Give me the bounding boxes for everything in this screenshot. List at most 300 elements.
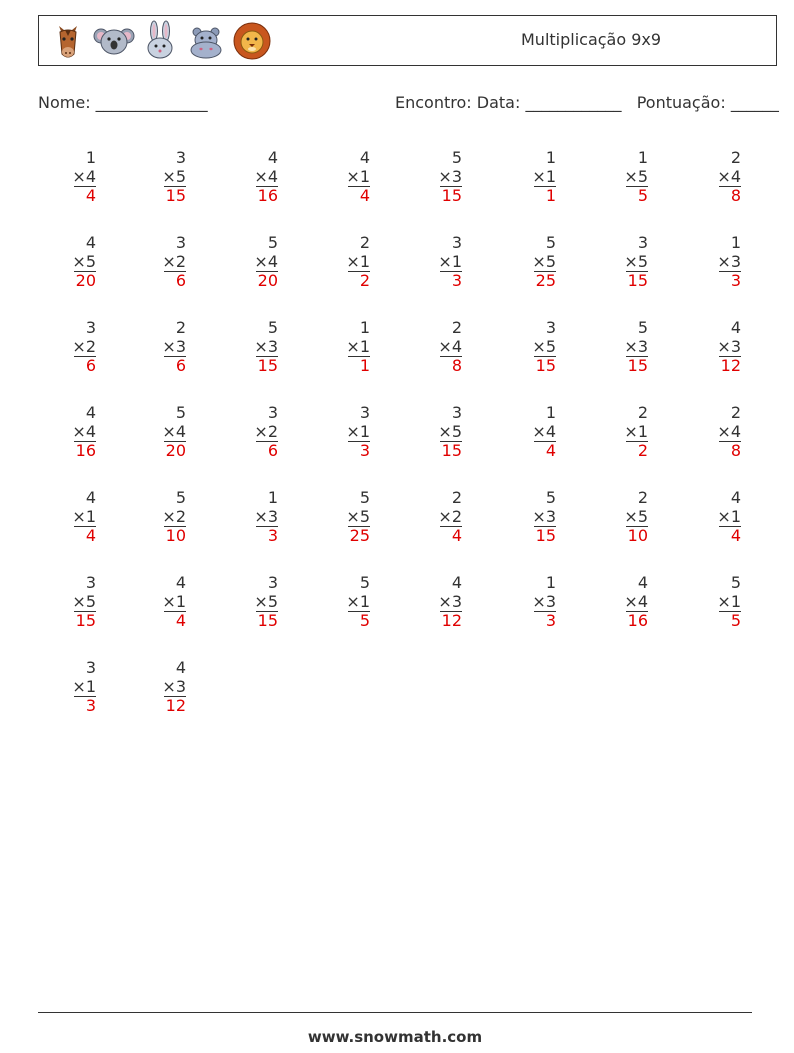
answer-row <box>56 356 96 375</box>
pontuacao-blank[interactable]: ______ <box>730 93 779 112</box>
problem-item <box>146 658 186 715</box>
answer-line <box>440 186 462 187</box>
multiplier: ×5 <box>532 252 556 271</box>
answer-line <box>348 271 370 272</box>
answer: 2 <box>637 441 648 460</box>
answer-row <box>422 526 462 545</box>
multiplicand: 1 <box>85 148 96 167</box>
answer-line <box>348 186 370 187</box>
answer-line <box>256 186 278 187</box>
answer-row <box>701 441 741 460</box>
answer-row <box>516 186 556 205</box>
multiplier: ×3 <box>624 337 648 356</box>
answer: 4 <box>730 526 741 545</box>
answer-row <box>516 611 556 630</box>
problem-item <box>238 573 278 630</box>
multiplicand: 1 <box>359 318 370 337</box>
answer: 4 <box>545 441 556 460</box>
lion-icon <box>231 20 273 62</box>
answer-line <box>440 441 462 442</box>
answer: 20 <box>165 441 186 460</box>
multiplier: ×5 <box>624 167 648 186</box>
multiplicand: 3 <box>85 573 96 592</box>
multiplicand: 5 <box>175 403 186 422</box>
info-fields <box>395 93 779 112</box>
problem-item <box>701 318 741 375</box>
multiplier: ×1 <box>346 337 370 356</box>
multiplicand: 2 <box>175 318 186 337</box>
multiplicand: 5 <box>637 318 648 337</box>
answer-row <box>516 356 556 375</box>
answer-line <box>534 356 556 357</box>
problem-item <box>608 573 648 630</box>
answer-line <box>256 441 278 442</box>
answer-line <box>348 611 370 612</box>
answer: 20 <box>257 271 278 290</box>
answer: 15 <box>441 441 462 460</box>
answer-line <box>74 356 96 357</box>
problem-item <box>701 573 741 630</box>
answer: 15 <box>535 526 556 545</box>
multiplicand: 5 <box>545 233 556 252</box>
answer-line <box>534 441 556 442</box>
multiplier: ×5 <box>254 592 278 611</box>
answer-line <box>719 441 741 442</box>
answer-row <box>238 186 278 205</box>
problem-item <box>608 233 648 290</box>
multiplicand: 4 <box>451 573 462 592</box>
multiplier: ×1 <box>346 422 370 441</box>
answer-line <box>626 441 648 442</box>
answer: 6 <box>85 356 96 375</box>
answer: 15 <box>627 356 648 375</box>
answer-line <box>74 441 96 442</box>
problem-item <box>608 488 648 545</box>
multiplier: ×3 <box>254 337 278 356</box>
answer: 1 <box>545 186 556 205</box>
multiplicand: 5 <box>545 488 556 507</box>
problem-item <box>56 403 96 460</box>
answer-row <box>608 356 648 375</box>
answer-line <box>719 356 741 357</box>
answer-line <box>164 271 186 272</box>
answer-row <box>330 611 370 630</box>
multiplier: ×2 <box>72 337 96 356</box>
answer-row <box>238 271 278 290</box>
multiplicand: 3 <box>267 403 278 422</box>
answer: 25 <box>535 271 556 290</box>
problem-item <box>238 148 278 205</box>
multiplier: ×5 <box>624 252 648 271</box>
answer-line <box>534 186 556 187</box>
answer: 3 <box>730 271 741 290</box>
multiplicand: 5 <box>730 573 741 592</box>
answer-line <box>256 526 278 527</box>
multiplicand: 3 <box>545 318 556 337</box>
answer-row <box>146 356 186 375</box>
multiplier: ×5 <box>162 167 186 186</box>
problem-item <box>608 318 648 375</box>
multiplier: ×3 <box>162 677 186 696</box>
answer: 15 <box>441 186 462 205</box>
multiplier: ×4 <box>72 422 96 441</box>
multiplicand: 3 <box>637 233 648 252</box>
answer: 15 <box>627 271 648 290</box>
multiplicand: 5 <box>359 488 370 507</box>
multiplicand: 4 <box>730 488 741 507</box>
problem-item <box>701 403 741 460</box>
answer-line <box>348 526 370 527</box>
multiplicand: 4 <box>267 148 278 167</box>
problem-item <box>56 148 96 205</box>
multiplicand: 2 <box>730 403 741 422</box>
nome-label: Nome: <box>38 93 91 112</box>
answer-row <box>146 696 186 715</box>
multiplier: ×1 <box>717 592 741 611</box>
answer-line <box>164 696 186 697</box>
multiplicand: 1 <box>545 148 556 167</box>
problem-item <box>330 403 370 460</box>
answer-row <box>238 356 278 375</box>
answer-row <box>238 441 278 460</box>
problem-item <box>330 573 370 630</box>
answer-line <box>164 186 186 187</box>
multiplier: ×3 <box>254 507 278 526</box>
answer-line <box>534 526 556 527</box>
hippo-icon <box>185 20 227 62</box>
answer-line <box>440 611 462 612</box>
answer-row <box>608 186 648 205</box>
answer-row <box>146 186 186 205</box>
answer-line <box>626 611 648 612</box>
answer-row <box>146 271 186 290</box>
multiplicand: 2 <box>637 488 648 507</box>
answer: 16 <box>75 441 96 460</box>
multiplicand: 1 <box>637 148 648 167</box>
problem-item <box>516 148 556 205</box>
multiplier: ×1 <box>346 252 370 271</box>
problem-item <box>56 573 96 630</box>
answer-row <box>608 611 648 630</box>
multiplicand: 3 <box>359 403 370 422</box>
answer-line <box>164 611 186 612</box>
answer-line <box>719 271 741 272</box>
encontro-label: Encontro: Data: <box>395 93 521 112</box>
multiplicand: 3 <box>451 233 462 252</box>
data-blank[interactable]: ____________ <box>525 93 622 112</box>
answer-line <box>440 356 462 357</box>
answer: 10 <box>627 526 648 545</box>
answer: 4 <box>85 186 96 205</box>
answer-line <box>534 271 556 272</box>
answer-line <box>440 526 462 527</box>
answer: 3 <box>267 526 278 545</box>
multiplier: ×5 <box>624 507 648 526</box>
problem-item <box>146 233 186 290</box>
answer-row <box>238 611 278 630</box>
multiplier: ×1 <box>624 422 648 441</box>
multiplier: ×1 <box>717 507 741 526</box>
multiplicand: 3 <box>451 403 462 422</box>
problem-item <box>56 488 96 545</box>
answer-line <box>74 611 96 612</box>
problem-item <box>146 488 186 545</box>
multiplier: ×2 <box>162 252 186 271</box>
answer: 8 <box>730 441 741 460</box>
answer-line <box>74 186 96 187</box>
problem-item <box>516 403 556 460</box>
multiplicand: 2 <box>730 148 741 167</box>
multiplicand: 1 <box>545 573 556 592</box>
multiplier: ×5 <box>72 252 96 271</box>
answer-line <box>74 526 96 527</box>
answer-row <box>701 271 741 290</box>
problem-item <box>422 488 462 545</box>
answer-row <box>330 356 370 375</box>
answer-row <box>516 271 556 290</box>
multiplicand: 4 <box>359 148 370 167</box>
answer-row <box>422 611 462 630</box>
answer-row <box>701 526 741 545</box>
problem-item <box>516 573 556 630</box>
multiplier: ×3 <box>438 167 462 186</box>
answer-line <box>719 186 741 187</box>
multiplier: ×1 <box>532 167 556 186</box>
answer-line <box>719 526 741 527</box>
multiplicand: 4 <box>175 658 186 677</box>
answer: 12 <box>441 611 462 630</box>
multiplier: ×5 <box>532 337 556 356</box>
answer-row <box>608 526 648 545</box>
answer: 8 <box>730 186 741 205</box>
multiplier: ×5 <box>72 592 96 611</box>
footer-divider <box>38 1012 752 1013</box>
multiplicand: 4 <box>85 403 96 422</box>
multiplicand: 5 <box>267 233 278 252</box>
answer-row <box>608 271 648 290</box>
answer-row <box>516 441 556 460</box>
animal-icons <box>47 20 273 62</box>
answer-row <box>56 696 96 715</box>
multiplier: ×5 <box>346 507 370 526</box>
multiplier: ×3 <box>532 592 556 611</box>
horse-icon <box>47 20 89 62</box>
answer-row <box>422 271 462 290</box>
answer: 4 <box>451 526 462 545</box>
answer: 15 <box>165 186 186 205</box>
nome-field[interactable] <box>38 93 208 112</box>
multiplicand: 5 <box>359 573 370 592</box>
answer-line <box>440 271 462 272</box>
multiplier: ×3 <box>717 252 741 271</box>
multiplier: ×1 <box>162 592 186 611</box>
multiplicand: 4 <box>85 488 96 507</box>
multiplier: ×4 <box>162 422 186 441</box>
answer: 15 <box>257 356 278 375</box>
multiplicand: 3 <box>175 233 186 252</box>
answer: 5 <box>359 611 370 630</box>
answer-line <box>719 611 741 612</box>
multiplicand: 2 <box>637 403 648 422</box>
problem-item <box>238 233 278 290</box>
answer-row <box>608 441 648 460</box>
answer: 12 <box>165 696 186 715</box>
answer: 10 <box>165 526 186 545</box>
answer: 8 <box>451 356 462 375</box>
answer-row <box>516 526 556 545</box>
multiplier: ×4 <box>717 422 741 441</box>
answer: 5 <box>730 611 741 630</box>
answer: 15 <box>257 611 278 630</box>
multiplicand: 3 <box>175 148 186 167</box>
answer: 3 <box>545 611 556 630</box>
problem-item <box>330 233 370 290</box>
answer: 3 <box>85 696 96 715</box>
multiplier: ×4 <box>624 592 648 611</box>
multiplier: ×4 <box>532 422 556 441</box>
problem-item <box>330 488 370 545</box>
problem-item <box>238 318 278 375</box>
answer-line <box>256 271 278 272</box>
multiplier: ×1 <box>72 507 96 526</box>
footer-website[interactable]: www.snowmath.com <box>307 1028 483 1046</box>
problem-item <box>238 488 278 545</box>
answer: 2 <box>359 271 370 290</box>
answer-line <box>256 356 278 357</box>
problem-item <box>146 573 186 630</box>
multiplier: ×1 <box>72 677 96 696</box>
answer-line <box>164 441 186 442</box>
answer: 16 <box>627 611 648 630</box>
answer-line <box>164 526 186 527</box>
problem-item <box>701 488 741 545</box>
answer-row <box>56 611 96 630</box>
answer: 6 <box>175 271 186 290</box>
multiplier: ×4 <box>72 167 96 186</box>
problem-item <box>56 658 96 715</box>
problem-item <box>422 403 462 460</box>
answer: 12 <box>720 356 741 375</box>
problem-item <box>56 318 96 375</box>
answer: 6 <box>175 356 186 375</box>
multiplicand: 5 <box>175 488 186 507</box>
multiplier: ×4 <box>254 167 278 186</box>
problem-item <box>422 148 462 205</box>
answer: 25 <box>349 526 370 545</box>
answer-row <box>56 441 96 460</box>
answer-row <box>701 611 741 630</box>
answer-line <box>164 356 186 357</box>
answer-row <box>56 271 96 290</box>
multiplicand: 3 <box>85 318 96 337</box>
multiplicand: 1 <box>267 488 278 507</box>
multiplier: ×3 <box>717 337 741 356</box>
multiplicand: 4 <box>175 573 186 592</box>
multiplier: ×5 <box>438 422 462 441</box>
multiplicand: 3 <box>267 573 278 592</box>
answer-row <box>146 441 186 460</box>
problem-item <box>422 318 462 375</box>
multiplicand: 5 <box>451 148 462 167</box>
koala-icon <box>93 20 135 62</box>
answer-line <box>348 356 370 357</box>
answer-row <box>330 186 370 205</box>
problem-item <box>146 318 186 375</box>
multiplier: ×1 <box>346 592 370 611</box>
multiplier: ×4 <box>438 337 462 356</box>
answer-line <box>626 356 648 357</box>
pontuacao-label: Pontuação: <box>636 93 726 112</box>
problem-item <box>516 233 556 290</box>
rabbit-icon <box>139 20 181 62</box>
answer: 6 <box>267 441 278 460</box>
problem-item <box>608 403 648 460</box>
problem-item <box>330 318 370 375</box>
header-box <box>38 15 777 66</box>
multiplicand: 2 <box>359 233 370 252</box>
answer-line <box>348 441 370 442</box>
page-title: Multiplicação 9x9 <box>521 30 662 49</box>
multiplicand: 5 <box>267 318 278 337</box>
answer-row <box>422 441 462 460</box>
multiplicand: 3 <box>85 658 96 677</box>
problem-item <box>330 148 370 205</box>
answer: 15 <box>535 356 556 375</box>
multiplicand: 2 <box>451 318 462 337</box>
multiplier: ×2 <box>162 507 186 526</box>
answer: 5 <box>637 186 648 205</box>
answer: 16 <box>257 186 278 205</box>
answer-line <box>626 186 648 187</box>
multiplier: ×4 <box>254 252 278 271</box>
problem-item <box>422 233 462 290</box>
multiplier: ×2 <box>438 507 462 526</box>
answer: 3 <box>359 441 370 460</box>
answer-line <box>256 611 278 612</box>
problem-item <box>701 148 741 205</box>
problem-item <box>146 403 186 460</box>
answer-row <box>56 526 96 545</box>
answer: 3 <box>451 271 462 290</box>
answer-row <box>330 441 370 460</box>
multiplicand: 2 <box>451 488 462 507</box>
answer-row <box>56 186 96 205</box>
multiplier: ×3 <box>438 592 462 611</box>
multiplicand: 1 <box>545 403 556 422</box>
answer-row <box>330 271 370 290</box>
answer: 1 <box>359 356 370 375</box>
answer: 4 <box>85 526 96 545</box>
answer-line <box>626 526 648 527</box>
problem-item <box>516 318 556 375</box>
answer-row <box>146 611 186 630</box>
multiplier: ×1 <box>438 252 462 271</box>
answer-row <box>422 186 462 205</box>
problem-item <box>146 148 186 205</box>
multiplier: ×1 <box>346 167 370 186</box>
answer-line <box>534 611 556 612</box>
answer: 20 <box>75 271 96 290</box>
multiplier: ×3 <box>162 337 186 356</box>
multiplicand: 1 <box>730 233 741 252</box>
problem-item <box>701 233 741 290</box>
problem-item <box>238 403 278 460</box>
problem-item <box>422 573 462 630</box>
answer: 4 <box>359 186 370 205</box>
problem-item <box>56 233 96 290</box>
nome-blank[interactable]: ______________ <box>95 93 208 112</box>
answer-row <box>701 356 741 375</box>
